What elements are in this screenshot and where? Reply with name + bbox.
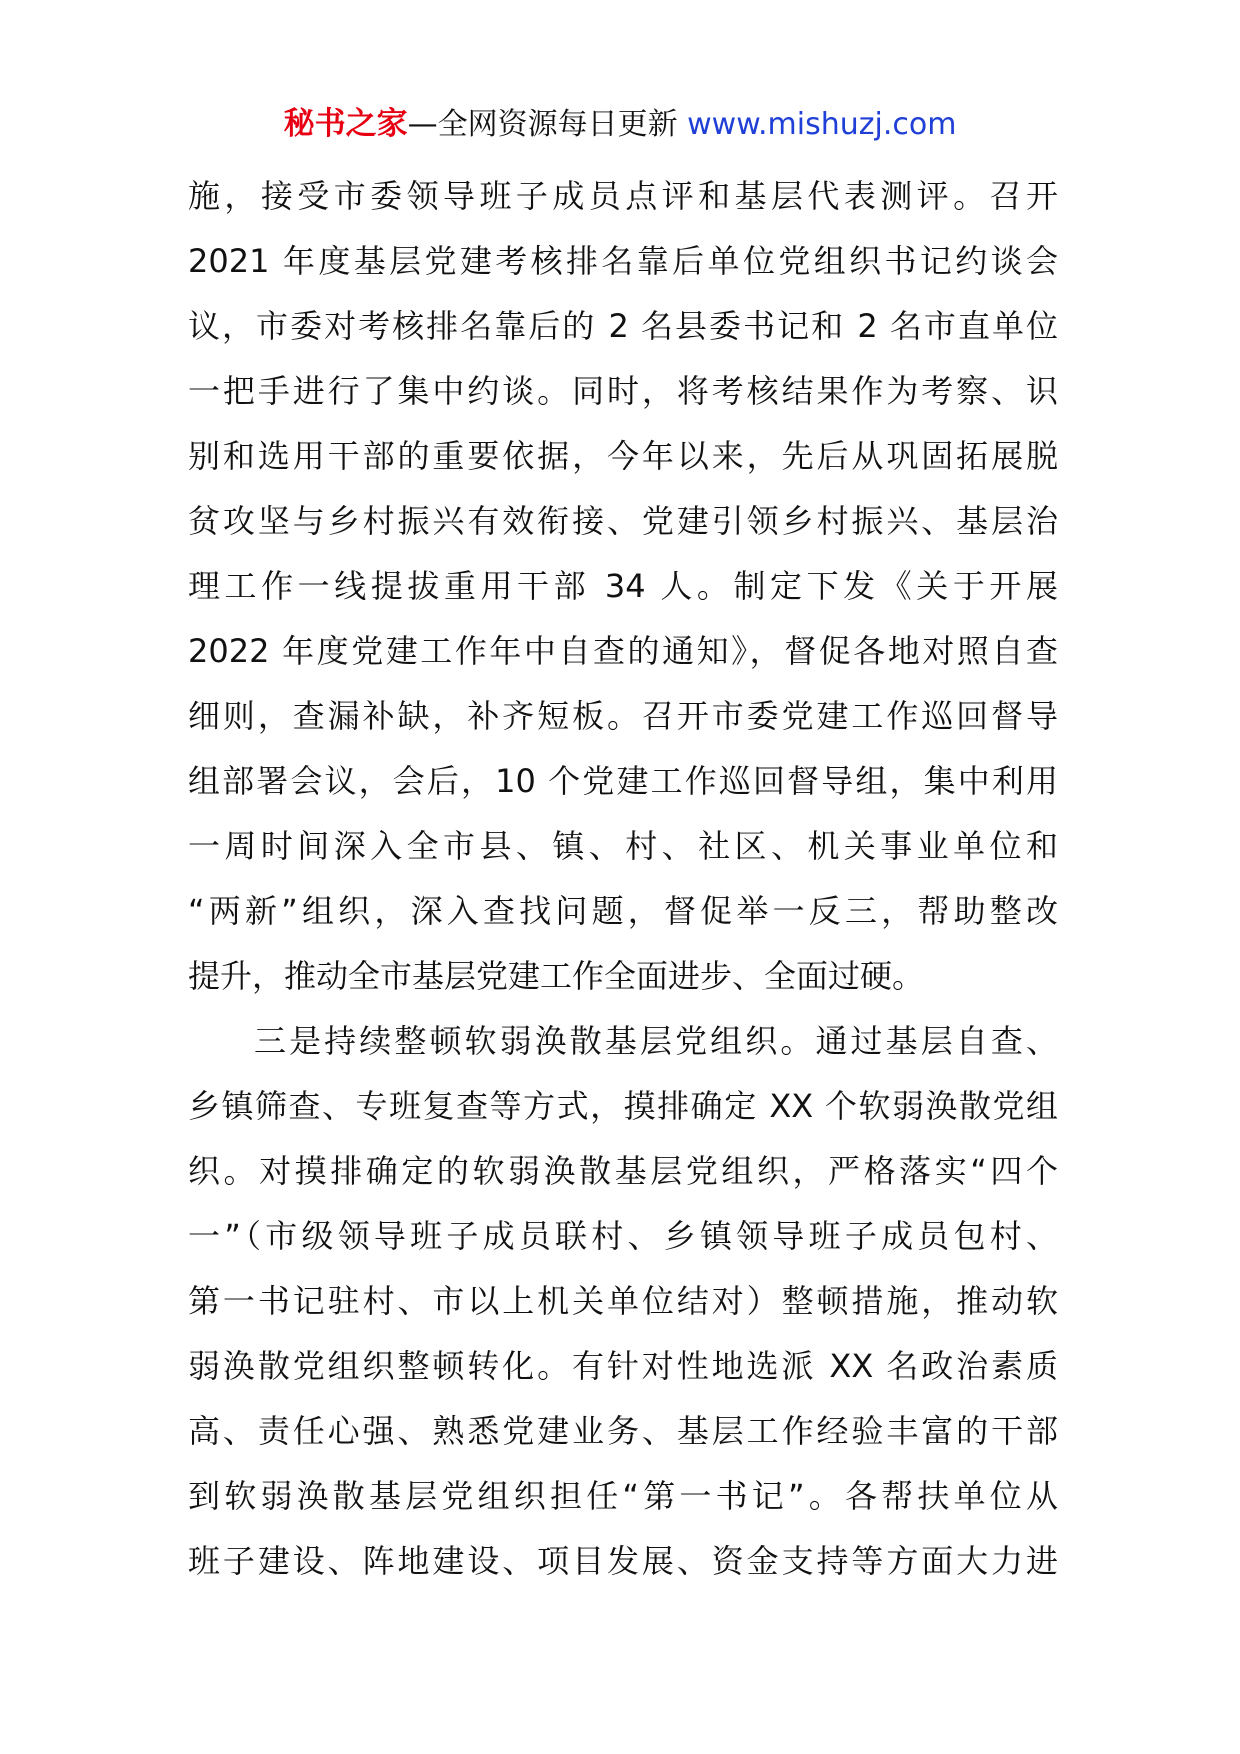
text-line: 班子建设、阵地建设、项目发展、资金支持等方面大力进 (188, 1542, 1058, 1580)
site-url-link[interactable]: www.mishuzj.com (687, 107, 957, 142)
paragraph-end-line: 提升，推动全市基层党建工作全面进步、全面过硬。 (188, 957, 925, 995)
text-line: 弱涣散党组织整顿转化。有针对性地选派 XX 名政治素质 (188, 1347, 1058, 1385)
text-line: 别和选用干部的重要依据，今年以来，先后从巩固拓展脱 (188, 437, 1058, 475)
text-line: 2021 年度基层党建考核排名靠后单位党组织书记约谈会 (188, 242, 1058, 280)
text-line: 一”（市级领导班子成员联村、乡镇领导班子成员包村、 (188, 1217, 1058, 1255)
text-line: 一周时间深入全市县、镇、村、社区、机关事业单位和 (188, 827, 1058, 865)
document-body (188, 164, 1058, 1594)
text-line: 到软弱涣散基层党组织担任“第一书记”。各帮扶单位从 (188, 1477, 1058, 1515)
text-line: 高、责任心强、熟悉党建业务、基层工作经验丰富的干部 (188, 1412, 1058, 1450)
text-line: 贫攻坚与乡村振兴有效衔接、党建引领乡村振兴、基层治 (188, 502, 1058, 540)
text-line: 理工作一线提拔重用干部 34 人。制定下发《关于开展 (188, 567, 1058, 605)
text-line: “两新”组织，深入查找问题，督促举一反三，帮助整改 (188, 892, 1058, 930)
text-line: 乡镇筛查、专班复查等方式，摸排确定 XX 个软弱涣散党组 (188, 1087, 1058, 1125)
text-line: 一把手进行了集中约谈。同时，将考核结果作为考察、识 (188, 372, 1058, 410)
text-line: 议，市委对考核排名靠后的 2 名县委书记和 2 名市直单位 (188, 307, 1058, 345)
text-line: 施，接受市委领导班子成员点评和基层代表测评。召开 (188, 177, 1058, 215)
site-header (0, 100, 1240, 149)
text-line: 2022 年度党建工作年中自查的通知》，督促各地对照自查 (188, 632, 1058, 670)
paragraph-start-line: 三是持续整顿软弱涣散基层党组织。通过基层自查、 (254, 1022, 1058, 1060)
text-line: 组部署会议，会后，10 个党建工作巡回督导组，集中利用 (188, 762, 1058, 800)
text-line: 细则，查漏补缺，补齐短板。召开市委党建工作巡回督导 (188, 697, 1058, 735)
site-brand: 秘书之家 (283, 106, 408, 142)
site-slogan: —全网资源每日更新 (407, 107, 688, 142)
text-line: 第一书记驻村、市以上机关单位结对）整顿措施，推动软 (188, 1282, 1058, 1320)
text-line: 织。对摸排确定的软弱涣散基层党组织，严格落实“四个 (188, 1152, 1058, 1190)
